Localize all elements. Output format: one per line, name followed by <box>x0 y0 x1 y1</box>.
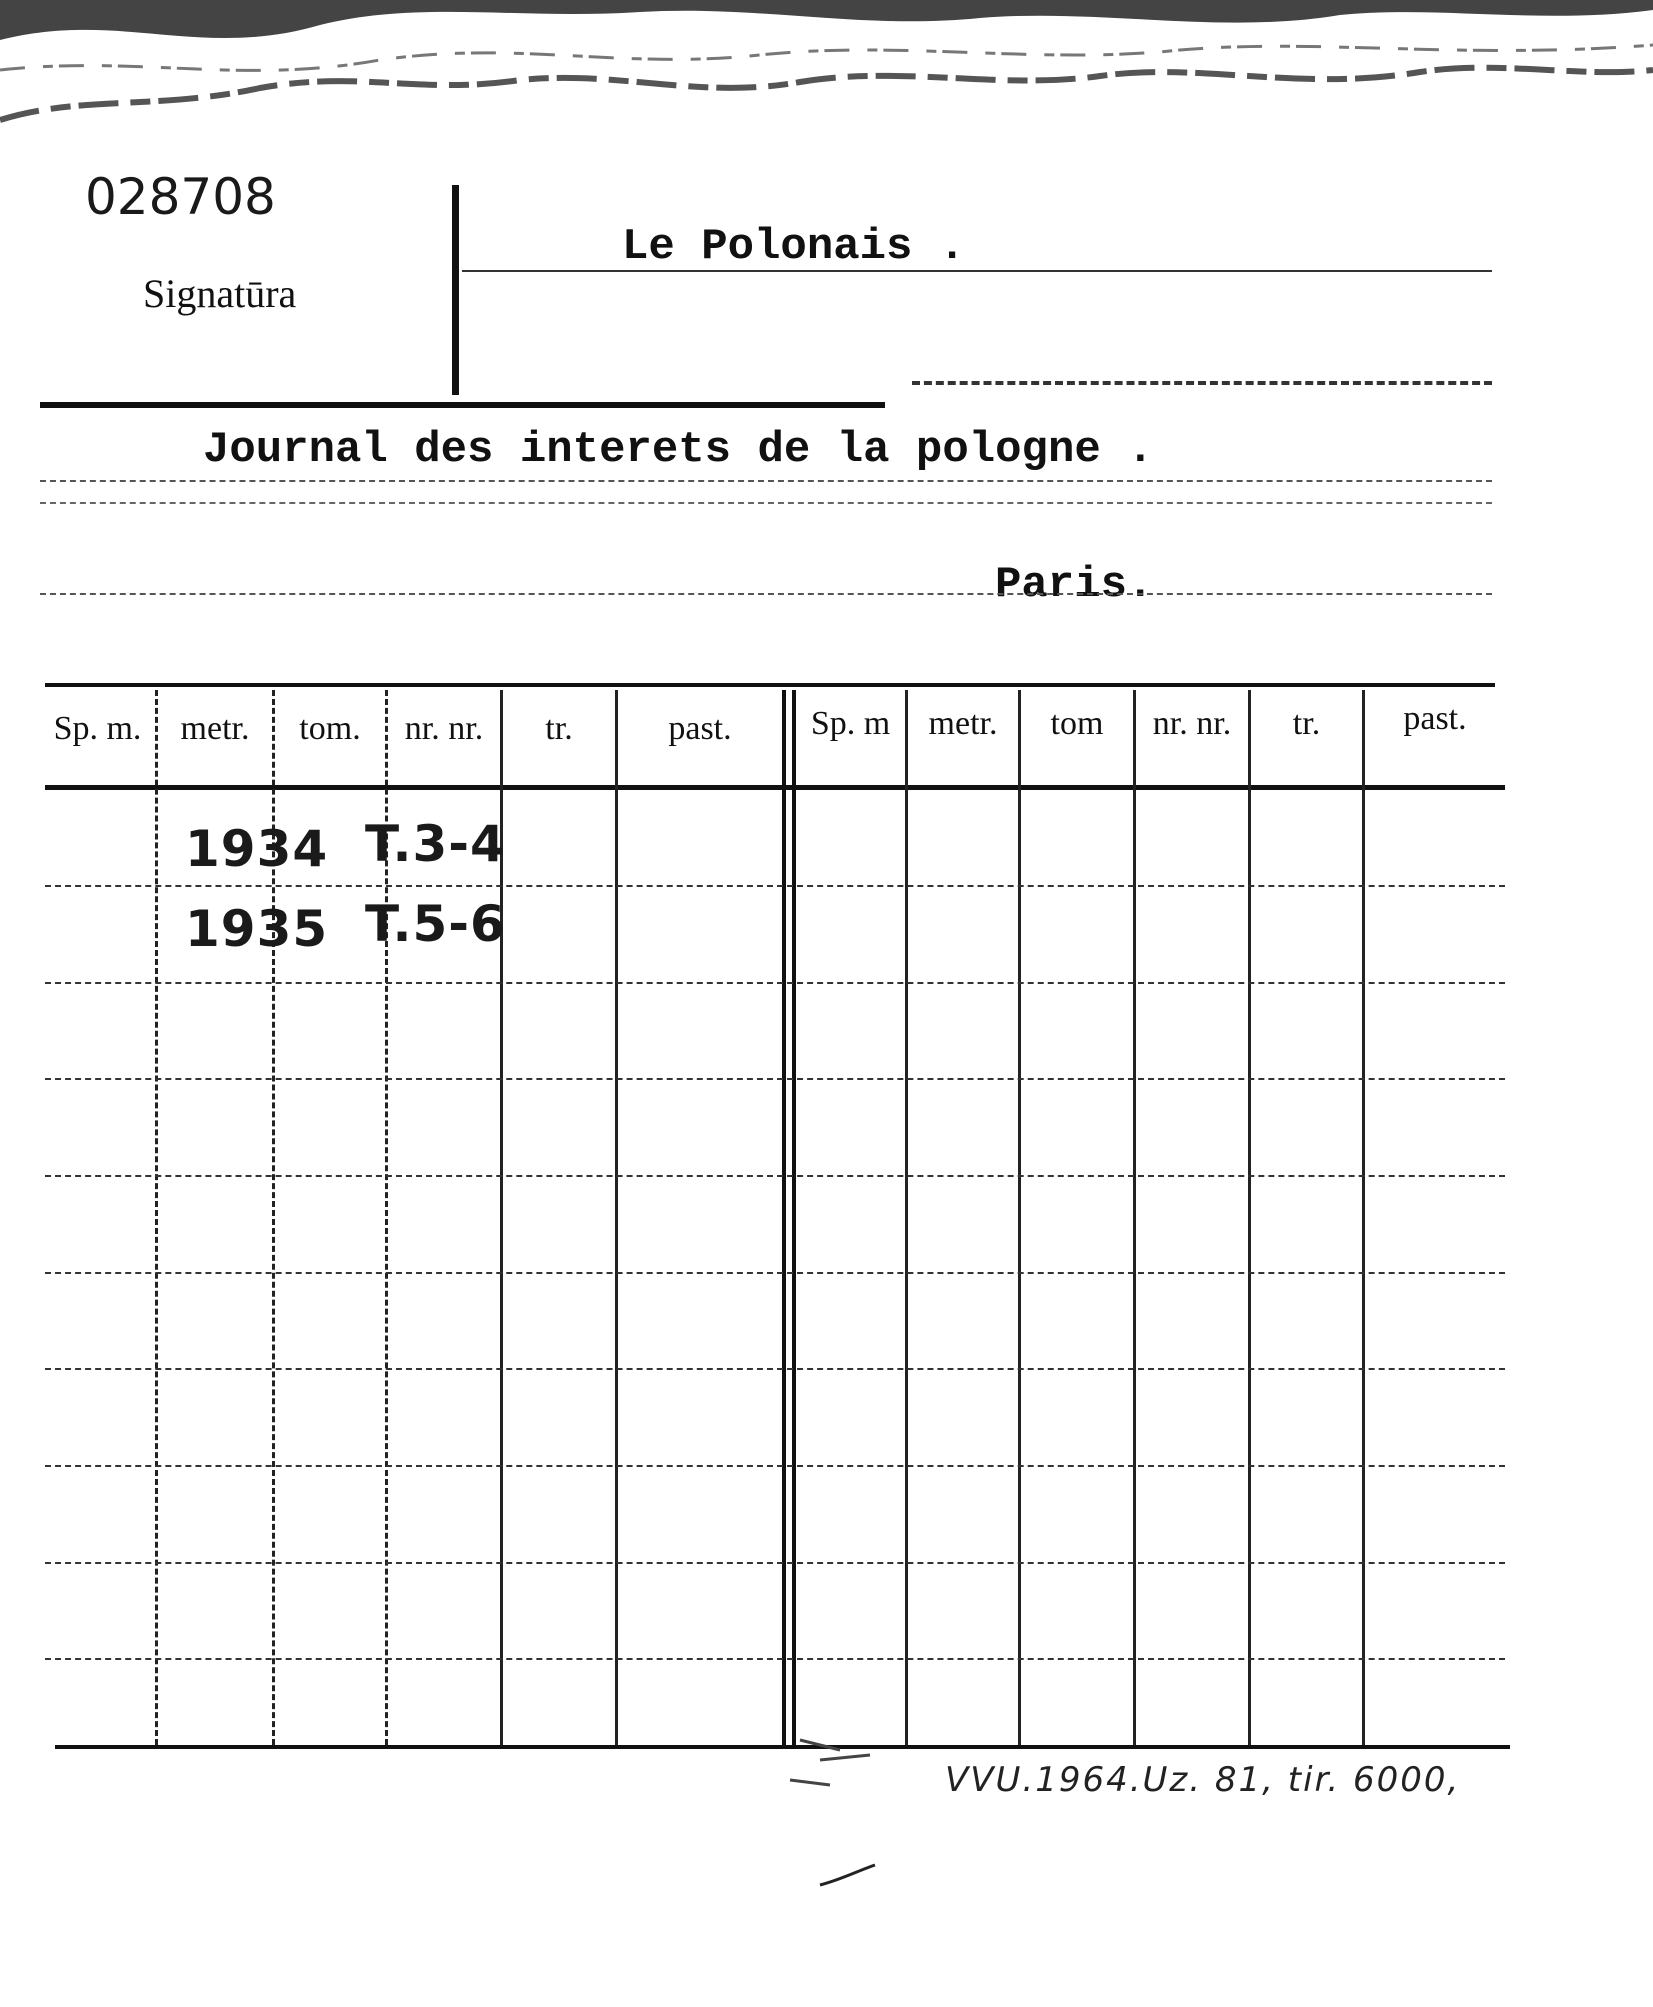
right-header-tom: tom <box>1050 705 1104 742</box>
col-sep <box>1248 690 1251 1745</box>
title: Le Polonais . <box>622 222 966 272</box>
right-header-metr: metr. <box>928 705 998 742</box>
holding-volume: T.3-4 <box>365 815 506 873</box>
row-rule <box>45 1658 1505 1660</box>
holding-year: 1934 <box>185 820 329 878</box>
center-double-rule <box>792 690 796 1745</box>
holding-year: 1935 <box>185 900 329 958</box>
header-divider <box>452 185 459 395</box>
row-rule <box>45 1078 1505 1080</box>
row-rule <box>45 1368 1505 1370</box>
title-underline <box>462 270 1492 272</box>
left-header-tom: tom. <box>299 710 361 747</box>
place-underline <box>40 593 1492 595</box>
left-header-nr-nr: nr. nr. <box>404 710 484 747</box>
col-sep <box>905 690 908 1745</box>
row-rule <box>45 1175 1505 1177</box>
col-sep <box>1133 690 1136 1745</box>
table-top-rule <box>45 683 1495 687</box>
place: Paris. <box>995 560 1154 610</box>
col-sep <box>615 690 618 1745</box>
row-rule <box>45 885 1505 887</box>
col-sep <box>155 690 158 1745</box>
printing-note: VVU.1964.Uz. 81, tir. 6000, <box>945 1760 1461 1800</box>
center-double-rule <box>782 690 786 1745</box>
right-header-nr-nr: nr. nr. <box>1152 705 1232 742</box>
signature-label: Signatūra <box>143 271 297 316</box>
row-rule <box>45 1272 1505 1274</box>
subtitle-underline <box>40 480 1492 482</box>
left-header-metr: metr. <box>180 710 250 747</box>
header-rule <box>40 402 885 408</box>
right-header-sp-m: Sp. m <box>810 705 891 742</box>
left-header-sp-m: Sp. m. <box>53 710 142 747</box>
right-header-tr: tr. <box>1292 705 1321 742</box>
row-rule <box>45 982 1505 984</box>
right-header-past: past. <box>1403 700 1467 737</box>
row-rule <box>45 1465 1505 1467</box>
row-rule <box>45 1562 1505 1564</box>
left-header-tr: tr. <box>545 710 573 747</box>
col-sep <box>1018 690 1021 1745</box>
blank-line <box>40 502 1492 504</box>
stray-marks-decoration <box>780 1710 900 1890</box>
header-bottom-rule <box>912 381 1492 385</box>
table-header-rule <box>45 785 1505 790</box>
card-number: 028708 <box>85 168 276 226</box>
subtitle: Journal des interets de la pologne . <box>203 425 1154 475</box>
torn-edge-decoration <box>0 0 1653 140</box>
left-header-past: past. <box>668 710 732 747</box>
holding-volume: T.5-6 <box>365 895 506 953</box>
col-sep <box>1362 690 1365 1745</box>
